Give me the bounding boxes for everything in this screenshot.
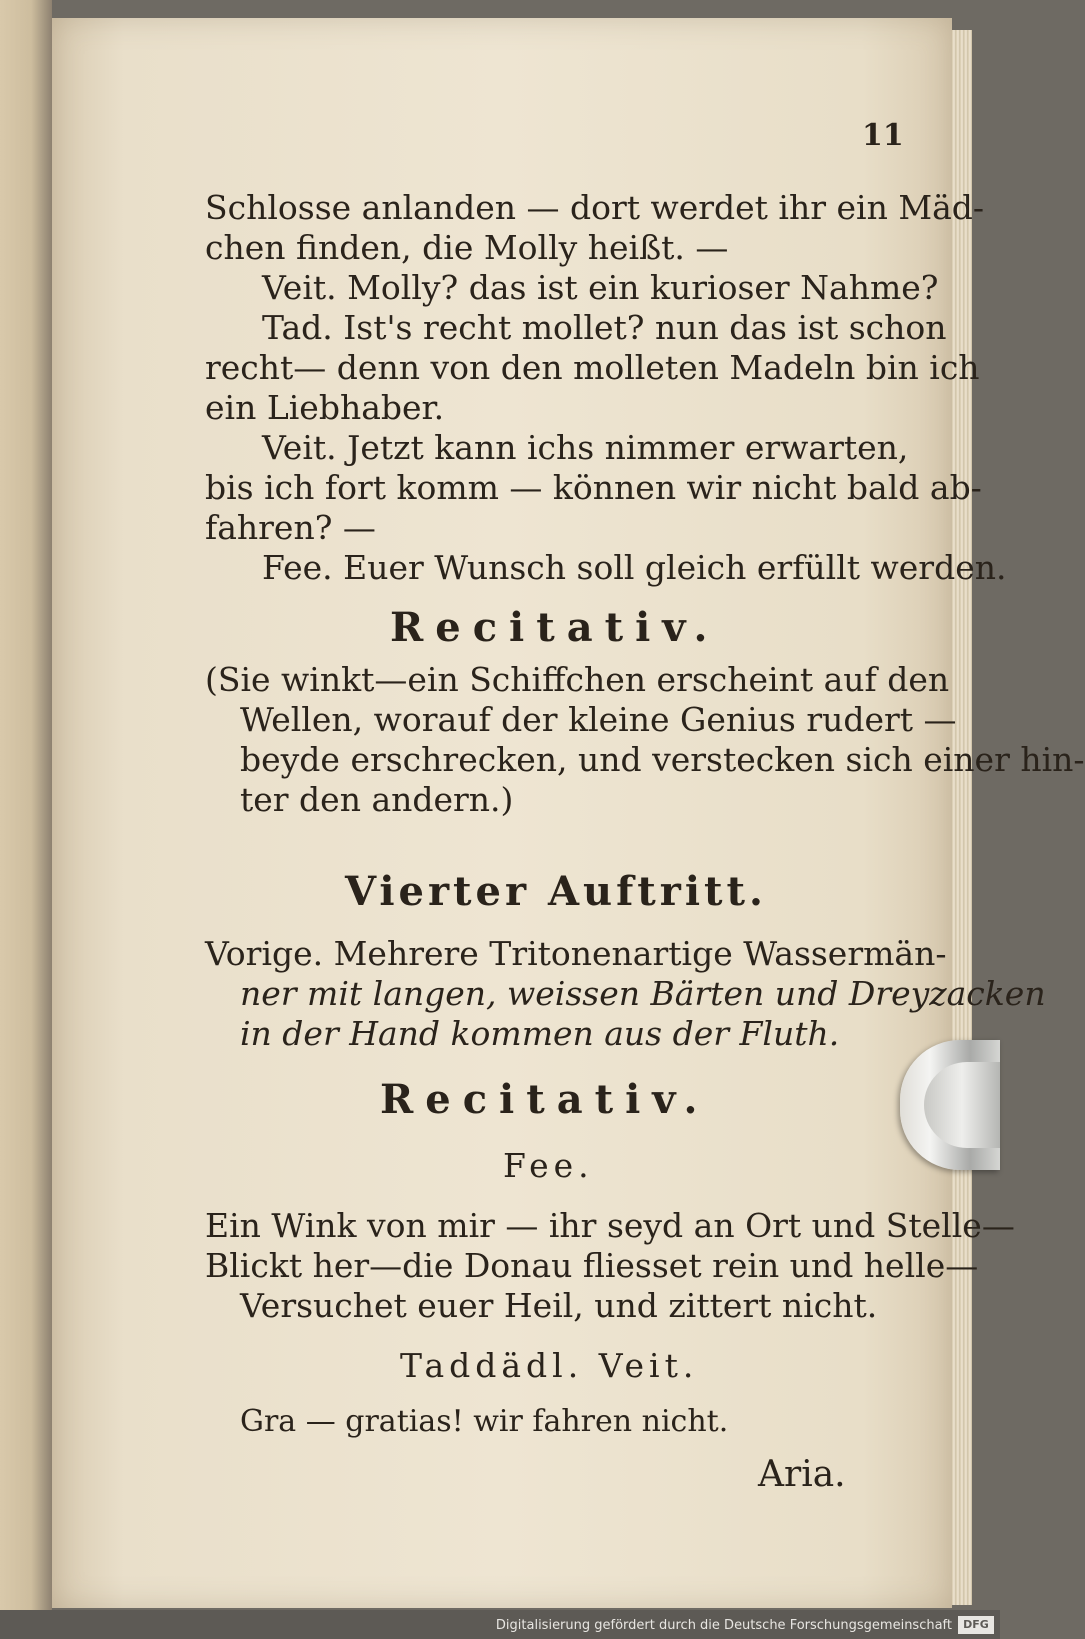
- cast-line-3: in der Hand kommen aus der Fluth.: [240, 1014, 840, 1053]
- stage-direction-line-2: Wellen, worauf der kleine Genius rudert —: [240, 700, 957, 739]
- text-line-8: bis ich fort komm — können wir nicht bald ab-: [205, 468, 982, 507]
- verse-line-2: Blickt her—die Donau fliesset rein und helle—: [205, 1246, 979, 1285]
- text-line-5: recht— denn von den molleten Madeln bin ich: [205, 348, 980, 387]
- text-line-4: Tad. Ist's recht mollet? nun das ist schon: [262, 308, 947, 347]
- page-stack-edge: [952, 30, 972, 1605]
- text-line-1: Schlosse anlanden — dort werdet ihr ein Mäd-: [205, 188, 985, 227]
- dfg-logo: DFG: [958, 1616, 994, 1634]
- text-line-10: Fee. Euer Wunsch soll gleich erfüllt werden.: [262, 548, 1007, 587]
- speaker-fee: Fee.: [503, 1146, 594, 1185]
- page-clip-inner: [924, 1062, 1000, 1148]
- text-line-2: chen finden, die Molly heißt. —: [205, 228, 729, 267]
- page-number: 11: [862, 118, 904, 153]
- heading-recitativ-2: Recitativ.: [380, 1076, 710, 1123]
- text-line-3: Veit. Molly? das ist ein kurioser Nahme?: [262, 268, 939, 307]
- stage-direction-line-1: (Sie winkt—ein Schiffchen erscheint auf den: [205, 660, 950, 699]
- duo-line: Gra — gratias! wir fahren nicht.: [240, 1404, 729, 1439]
- heading-recitativ: Recitativ.: [390, 604, 720, 651]
- footer-credit: Digitalisierung gefördert durch die Deutsche Forschungsgemeinschaft: [495, 1618, 952, 1633]
- aria-heading: Aria.: [758, 1454, 846, 1495]
- cast-line-1: Vorige. Mehrere Tritonenartige Wassermän-: [205, 934, 947, 973]
- verse-line-3: Versuchet euer Heil, und zittert nicht.: [240, 1286, 878, 1325]
- text-line-6: ein Liebhaber.: [205, 388, 445, 427]
- text-line-9: fahren? —: [205, 508, 376, 547]
- facing-page-edge: [0, 0, 52, 1639]
- cast-line-2: ner mit langen, weissen Bärten und Dreyzacken: [240, 974, 1046, 1013]
- speaker-duo: Taddädl. Veit.: [400, 1346, 699, 1385]
- text-line-7: Veit. Jetzt kann ichs nimmer erwarten,: [262, 428, 909, 467]
- heading-auftritt: Vierter Auftritt.: [345, 868, 767, 915]
- stage-direction-line-4: ter den andern.): [240, 780, 514, 819]
- verse-line-1: Ein Wink von mir — ihr seyd an Ort und Stelle—: [205, 1206, 1015, 1245]
- stage-direction-line-3: beyde erschrecken, und verstecken sich einer hin-: [240, 740, 1085, 779]
